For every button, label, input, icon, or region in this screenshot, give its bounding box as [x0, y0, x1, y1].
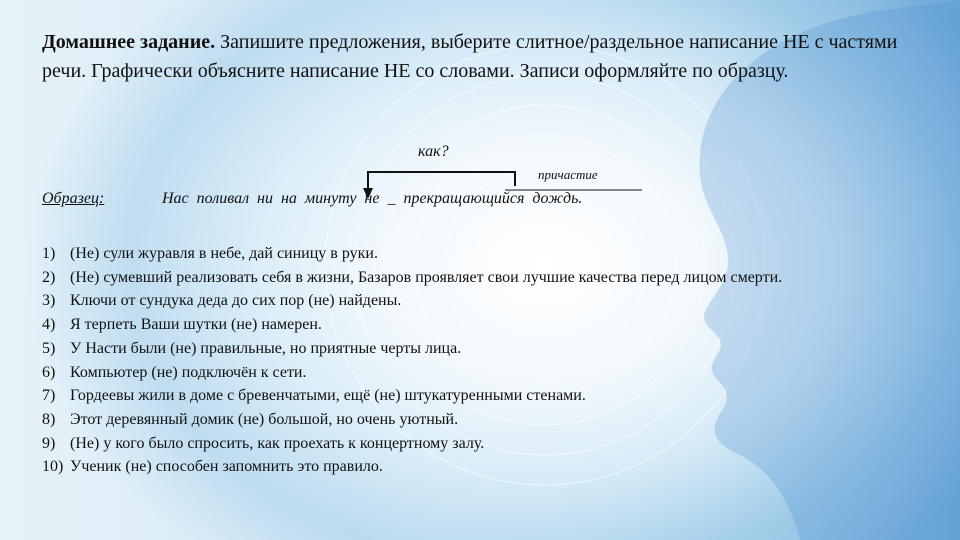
list-item-text: У Насти были (не) правильные, но приятные черты лица.	[70, 339, 462, 357]
list-item	[42, 432, 922, 456]
list-item-number: 8)	[42, 410, 56, 428]
list-item-number: 3)	[42, 292, 56, 310]
list-item	[42, 337, 922, 361]
sample-question: как?	[418, 143, 449, 160]
list-item	[42, 361, 922, 385]
list-item-text: Ключи от сундука деда до сих пор (не) найдены.	[70, 292, 402, 310]
list-item-text: Ученик (не) способен запомнить это правило.	[70, 458, 383, 476]
sentence-list	[42, 242, 922, 479]
list-item-number: 9)	[42, 434, 56, 452]
sample-part-of-speech: причастие	[538, 167, 598, 182]
list-item-text: (Не) сули журавля в небе, дай синицу в руки.	[70, 245, 378, 262]
list-item	[42, 455, 922, 479]
sample-label: Образец:	[42, 190, 105, 207]
list-item-text: Этот деревянный домик (не) большой, но очень уютный.	[70, 410, 459, 428]
sample-sentence: Нас поливал ни на минуту не _ прекращающийся дождь.	[162, 190, 583, 207]
list-item-number: 10)	[42, 458, 64, 476]
list-item	[42, 313, 922, 337]
list-item-text: (Не) сумевший реализовать себя в жизни, Базаров проявляет свои лучшие качества перед лицом смерти.	[70, 268, 783, 286]
list-item	[42, 266, 922, 290]
list-item-number: 5)	[42, 339, 56, 357]
list-item-number: 6)	[42, 363, 56, 381]
list-item-number: 1)	[42, 245, 56, 262]
list-item-text: Гордеевы жили в доме с бревенчатыми, ещё (не) штукатуренными стенами.	[70, 387, 586, 405]
list-item	[42, 242, 922, 266]
list-item-number: 7)	[42, 387, 56, 405]
list-item-number: 4)	[42, 316, 56, 334]
list-item	[42, 289, 922, 313]
list-item-text: Я терпеть Ваши шутки (не) намерен.	[70, 316, 322, 334]
homework-heading: Домашнее задание.	[42, 31, 216, 53]
list-item-text: Компьютер (не) подключён к сети.	[70, 363, 307, 381]
question-arrow-line	[368, 172, 515, 192]
list-item-text: (Не) у кого было спросить, как проехать к концертному залу.	[70, 434, 485, 452]
list-item	[42, 408, 922, 432]
list-item-number: 2)	[42, 268, 56, 286]
list-item	[42, 384, 922, 408]
homework-instructions: Запишите предложения, выберите слитное/раздельное написание НЕ с частями речи. Графически объясните написание НЕ со словами. Записи оформляйте по образцу.	[42, 31, 898, 82]
